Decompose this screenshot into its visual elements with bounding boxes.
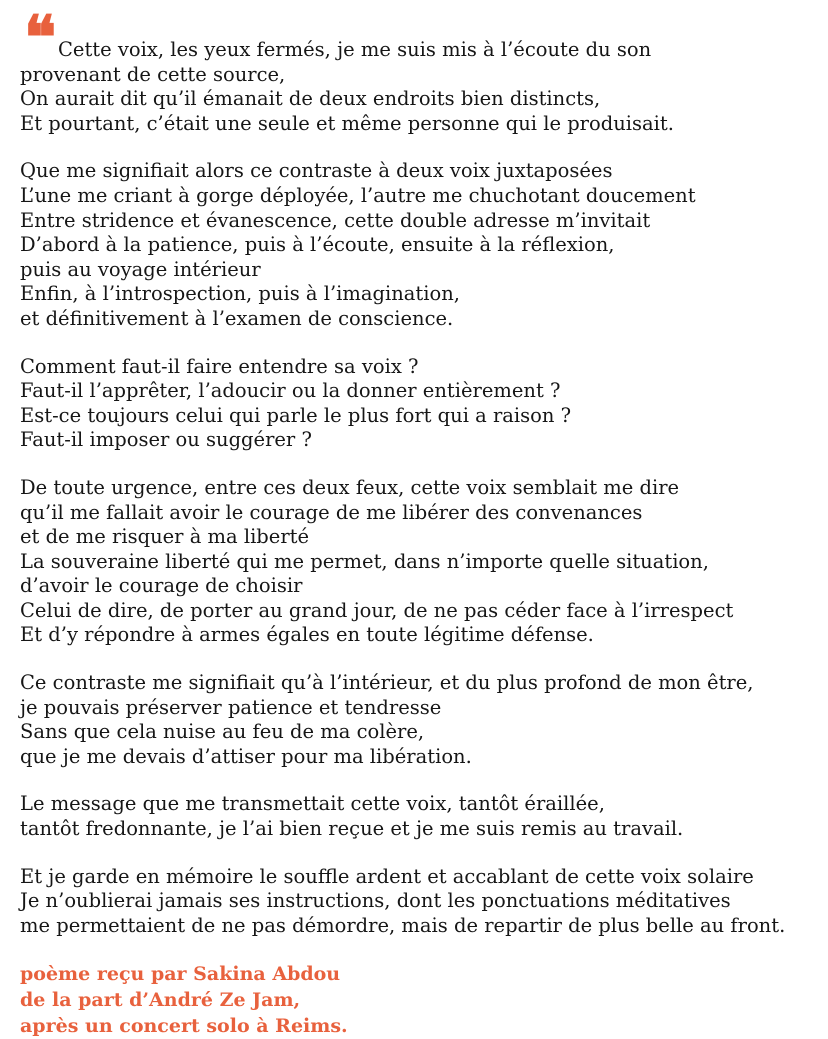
poem-line: et définitivement à l’examen de conscience. xyxy=(20,306,454,330)
poem-line: On aurait dit qu’il émanait de deux endroits bien distincts, xyxy=(20,87,601,111)
poem-line: Ce contraste me signifiait qu’à l’intérieur, et du plus profond de mon être, xyxy=(20,671,754,695)
credits xyxy=(20,961,818,1039)
poem-line: Cette voix, les yeux fermés, je me suis mis à l’écoute du son xyxy=(58,38,652,61)
poem-line: je pouvais préserver patience et tendresse xyxy=(20,695,442,719)
poem-line: Le message que me transmettait cette voix, tantôt éraillée, xyxy=(20,792,605,816)
poem-line: De toute urgence, entre ces deux feux, cette voix semblait me dire xyxy=(20,475,680,499)
poem-line: Et pourtant, c’était une seule et même personne qui le produisait. xyxy=(20,111,674,135)
poem-line: La souveraine liberté qui me permet, dans n’importe quelle situation, xyxy=(20,549,709,573)
credit-line: après un concert solo à Reims. xyxy=(20,1015,348,1038)
poem-line: Et d’y répondre à armes égales en toute légitime défense. xyxy=(20,623,594,647)
poem-line: que je me devais d’attiser pour ma libération. xyxy=(20,744,472,768)
poem-line: provenant de cette source, xyxy=(20,62,286,86)
poem-line: puis au voyage intérieur xyxy=(20,257,261,281)
poem-line: Je n’oublierai jamais ses instructions, dont les ponctuations méditatives xyxy=(20,889,731,913)
poem-line: Entre stridence et évanescence, cette double adresse m’invitait xyxy=(20,208,651,232)
credit-line: poème reçu par Sakina Abdou xyxy=(20,963,341,986)
stanza xyxy=(20,159,818,331)
poem-line: Faut-il imposer ou suggérer ? xyxy=(20,428,312,452)
credit-line: de la part d’André Ze Jam, xyxy=(20,989,301,1012)
stanza xyxy=(20,865,818,939)
poem-line: L’une me criant à gorge déployée, l’autre me chuchotant doucement xyxy=(20,183,696,207)
poem-line: D’abord à la patience, puis à l’écoute, ensuite à la réflexion, xyxy=(20,233,615,257)
poem-line: Enfin, à l’introspection, puis à l’imagination, xyxy=(20,282,460,306)
poem-line: Celui de dire, de porter au grand jour, de ne pas céder face à l’irrespect xyxy=(20,598,734,622)
stanza xyxy=(20,38,818,136)
poem-line: Faut-il l’apprêter, l’adoucir ou la donner entièrement ? xyxy=(20,379,561,403)
poem-line: me permettaient de ne pas démordre, mais de repartir de plus belle au front. xyxy=(20,913,786,937)
poem-body xyxy=(20,38,818,938)
poem-line: Comment faut-il faire entendre sa voix ? xyxy=(20,354,419,378)
poem-line: tantôt fredonnante, je l’ai bien reçue et je me suis remis au travail. xyxy=(20,817,684,841)
stanza xyxy=(20,792,818,841)
poem-line: et de me risquer à ma liberté xyxy=(20,525,310,549)
quote-mark-icon: ❝ xyxy=(24,3,57,73)
stanza xyxy=(20,355,818,453)
poem-line: qu’il me fallait avoir le courage de me libérer des convenances xyxy=(20,500,643,524)
poem-line: Est-ce toujours celui qui parle le plus fort qui a raison ? xyxy=(20,403,572,427)
poem-line: Que me signifiait alors ce contraste à deux voix juxtaposées xyxy=(20,159,613,183)
stanza xyxy=(20,671,818,769)
poem-line: Et je garde en mémoire le souffle ardent et accablant de cette voix solaire xyxy=(20,864,754,888)
stanza xyxy=(20,476,818,648)
poem-line: Sans que cela nuise au feu de ma colère, xyxy=(20,720,425,744)
poem-line: d’avoir le courage de choisir xyxy=(20,574,303,598)
